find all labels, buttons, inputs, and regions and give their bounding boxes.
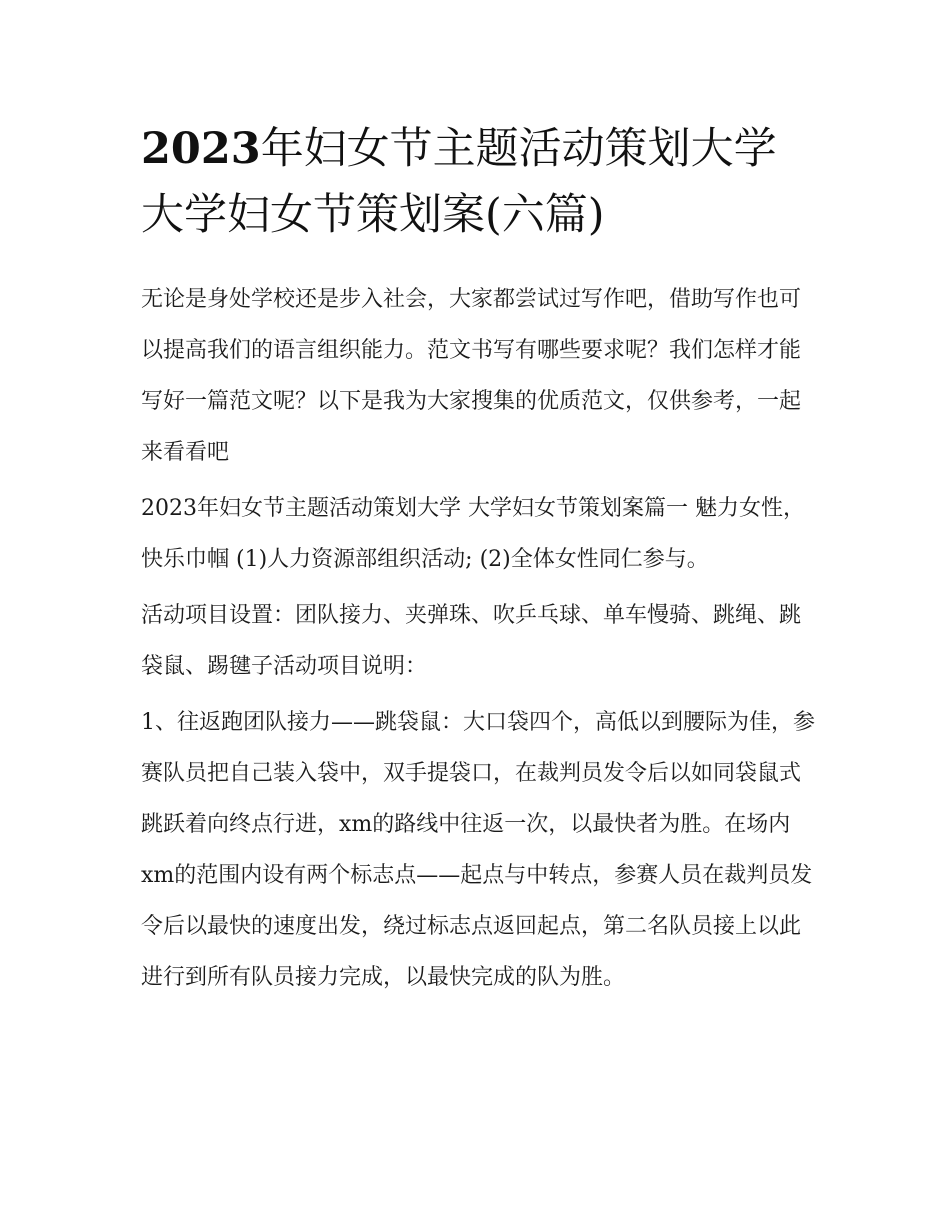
activity-items-paragraph: 活动项目设置：团队接力、夹弹珠、吹乒乓球、单车慢骑、跳绳、跳袋鼠、踢毽子活动项目说明： [141,603,802,679]
title-year: 2023 [141,124,261,174]
title-text: 年妇女节主题活动策划大学 大学妇女节策划案(六篇) [141,124,777,240]
relay-rules-paragraph: 1、往返跑团队接力——跳袋鼠：大口袋四个，高低以到腰际为佳，参赛队员把自己装入袋中，双手提袋口，在裁判员发令后以如同袋鼠式跳跃着向终点行进，xm的路线中往返一次，以最快者为胜。在场内xm的范围内设有两个标志点——起点与中转点，参赛人员在裁判员发令后以最快的速度出发，绕过标志点返回起点，第二名队员接上以此进行到所有队员接力完成，以最快完成的队为胜。 [141,710,815,990]
document-body [141,116,821,1008]
section-one-paragraph: 2023年妇女节主题活动策划大学 大学妇女节策划案篇一 魅力女性，快乐巾帼 (1)人力资源部组织活动; (2)全体女性同仁参与。 [141,496,805,572]
intro-paragraph: 无论是身处学校还是步入社会，大家都尝试过写作吧，借助写作也可以提高我们的语言组织能力。范文书写有哪些要求呢？我们怎样才能写好一篇范文呢？以下是我为大家搜集的优质范文，仅供参考，一起来看看吧 [141,287,802,465]
document-title [141,116,821,248]
